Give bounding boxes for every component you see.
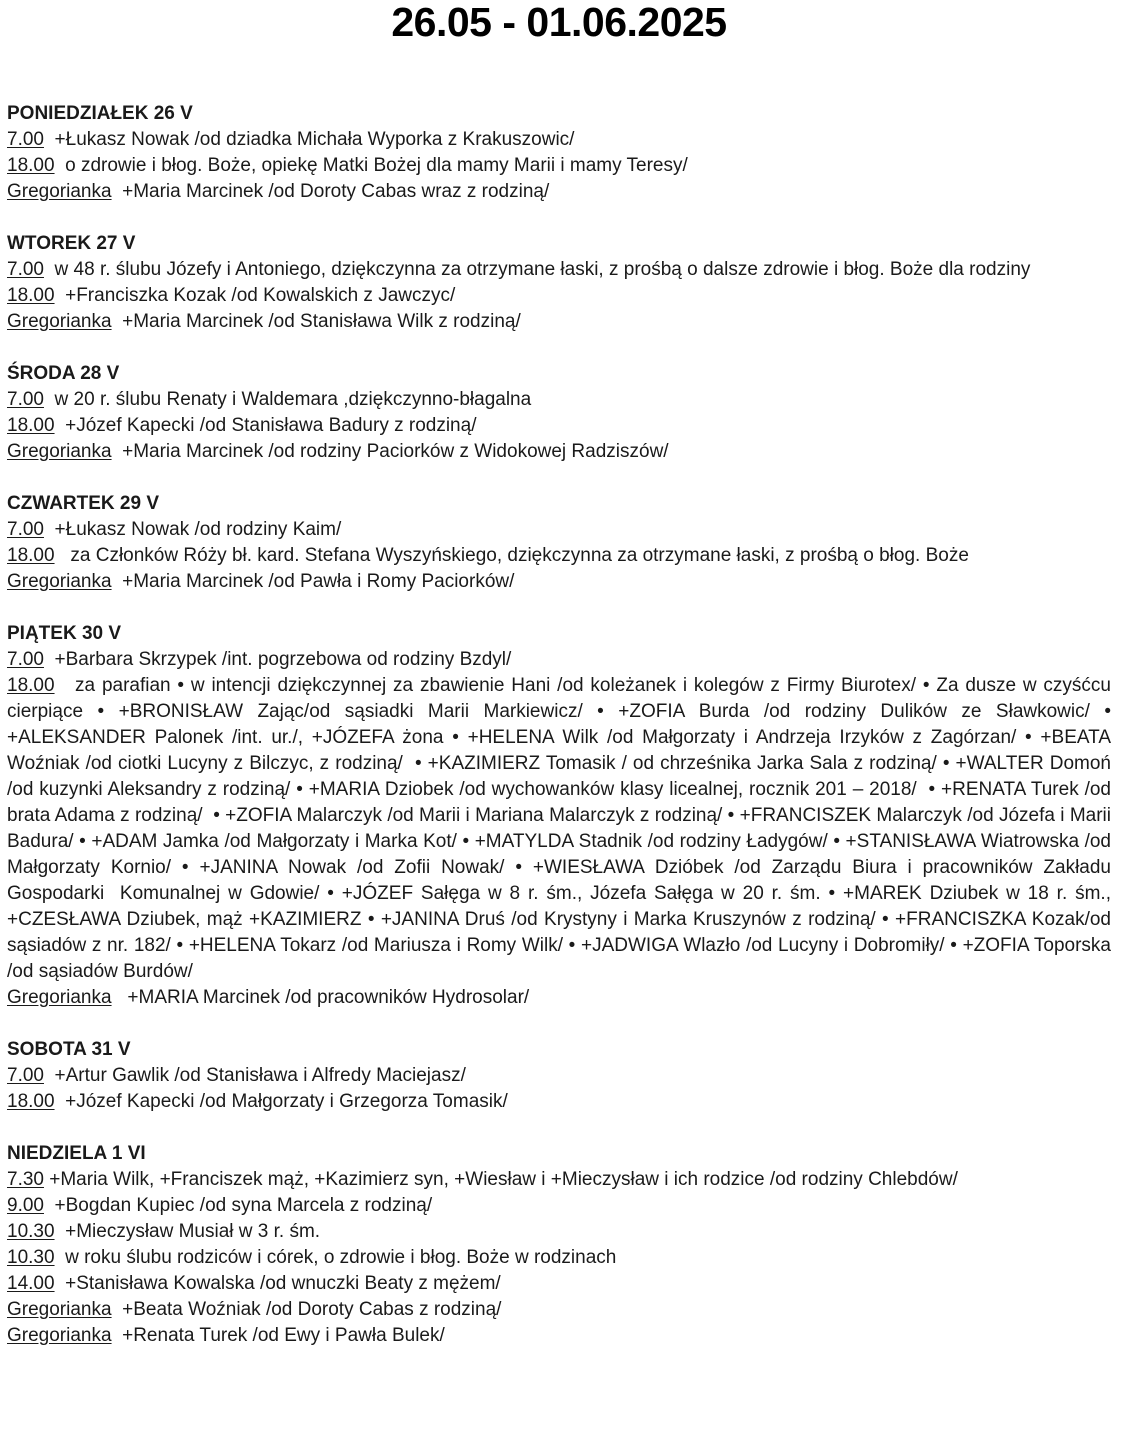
mass-time: 7.00 [7, 129, 44, 150]
intention-text: +Józef Kapecki /od Stanisława Badury z rodziną/ [54, 415, 477, 436]
intention-entry [7, 1167, 1111, 1193]
intention-text: za Członków Róży bł. kard. Stefana Wyszyńskiego, dziękczynna za otrzymane łaski, z prośbą o błog. Boże [54, 545, 969, 566]
days-list [7, 101, 1117, 1349]
intention-text: +Stanisława Kowalska /od wnuczki Beaty z mężem/ [54, 1273, 501, 1294]
mass-time: 18.00 [7, 675, 55, 696]
intention-entry [7, 517, 1111, 543]
intention-entry [7, 647, 1111, 673]
intention-text: +Łukasz Nowak /od dziadka Michała Wyporka z Krakuszowic/ [43, 129, 575, 150]
mass-time: 18.00 [7, 1091, 55, 1112]
day-heading: PONIEDZIAŁEK 26 V [7, 103, 193, 124]
gregorianka-label: Gregorianka [7, 987, 112, 1008]
intention-entry [7, 985, 1111, 1011]
intention-text: +Maria Marcinek /od rodziny Paciorków z Widokowej Radziszów/ [111, 441, 669, 462]
intention-text: +Maria Wilk, +Franciszek mąż, +Kazimierz syn, +Wiesław i +Mieczysław i ich rodzice /od rodziny Chlebdów/ [43, 1169, 958, 1190]
intention-entry [7, 309, 1111, 335]
intention-text: w 20 r. ślubu Renaty i Waldemara ,dziękczynno-błagalna [43, 389, 532, 410]
mass-time: 18.00 [7, 545, 55, 566]
intention-entry [7, 569, 1111, 595]
intention-entry [7, 1297, 1111, 1323]
intention-entry [7, 413, 1111, 439]
intention-text: +Artur Gawlik /od Stanisława i Alfredy Maciejasz/ [43, 1065, 466, 1086]
day-heading: NIEDZIELA 1 VI [7, 1143, 146, 1164]
intention-entry [7, 387, 1111, 413]
intention-entry [7, 543, 1111, 569]
intention-text: +MARIA Marcinek /od pracowników Hydrosolar/ [111, 987, 530, 1008]
mass-time: 10.30 [7, 1247, 55, 1268]
intention-entry [7, 153, 1111, 179]
title-spacer [7, 44, 1111, 101]
day-heading: SOBOTA 31 V [7, 1039, 131, 1060]
mass-time: 7.00 [7, 519, 44, 540]
day-heading: CZWARTEK 29 V [7, 493, 160, 514]
day-heading: PIĄTEK 30 V [7, 623, 122, 644]
day-section [7, 1141, 1111, 1349]
intention-entry [7, 1323, 1111, 1349]
mass-time: 10.30 [7, 1221, 55, 1242]
intention-text: +Mieczysław Musiał w 3 r. śm. [54, 1221, 321, 1242]
intention-text: +Józef Kapecki /od Małgorzaty i Grzegorza Tomasik/ [54, 1091, 508, 1112]
page-title: 26.05 - 01.06.2025 [391, 0, 727, 45]
day-section [7, 491, 1111, 595]
intention-entry [7, 1219, 1111, 1245]
day-section [7, 621, 1117, 1011]
intention-entry [7, 1245, 1111, 1271]
intention-entry [7, 1193, 1111, 1219]
intention-entry [7, 1063, 1111, 1089]
day-heading: WTOREK 27 V [7, 233, 136, 254]
mass-time: 9.00 [7, 1195, 44, 1216]
day-section [7, 1037, 1111, 1115]
intention-text: +Maria Marcinek /od Stanisława Wilk z rodziną/ [111, 311, 521, 332]
day-section [7, 231, 1111, 335]
intention-entry [7, 1089, 1111, 1115]
intention-text: w roku ślubu rodziców i córek, o zdrowie i błog. Boże w rodzinach [54, 1247, 617, 1268]
intention-entry [7, 127, 1111, 153]
intention-entry [7, 439, 1111, 465]
day-heading: ŚRODA 28 V [7, 363, 120, 384]
day-section [7, 361, 1111, 465]
mass-time: 7.30 [7, 1169, 44, 1190]
mass-time: 18.00 [7, 415, 55, 436]
mass-time: 18.00 [7, 285, 55, 306]
intention-text: +Bogdan Kupiec /od syna Marcela z rodziną/ [43, 1195, 433, 1216]
intention-text: +Łukasz Nowak /od rodziny Kaim/ [43, 519, 342, 540]
intention-text: o zdrowie i błog. Boże, opiekę Matki Bożej dla mamy Marii i mamy Teresy/ [54, 155, 688, 176]
mass-time: 18.00 [7, 155, 55, 176]
intention-text: za parafian • w intencji dziękczynnej za zbawienie Hani /od koleżanek i kolegów z Firmy Biurotex/ • Za dusze w czyśćcu cierpiące • +BRONISŁAW Zając/od sąsiadki Marii Markiewicz/ • +ZOFIA Burda /od rodziny Dulików ze Sławkowic/ • +ALEKSANDER Palonek /int. ur./, +JÓZEFA żona • +HELENA Wilk /od Małgorzaty i Andrzeja Irzyków z Zagórzan/ • +BEATA Woźniak /od ciotki Lucyny z Bilczyc, z rodziną/ • +KAZIMIERZ Tomasik / od chrześnika Jarka Sala z rodziną/ • +WALTER Domoń /od kuzynki Aleksandry z rodziną/ • +MARIA Dziobek /od wychowanków klasy licealnej, rocznik 201 – 2018/ • +RENATA Turek /od brata Adama z rodziną/ • +ZOFIA Malarczyk /od Marii i Mariana Malarczyk z rodziną/ • +FRANCISZEK Malarczyk /od Józefa i Marii Badura/ • +ADAM Jamka /od Małgorzaty i Marka Kot/ • +MATYLDA Stadnik /od rodziny Ładygów/ • +STANISŁAWA Wiatrowska /od Małgorzaty Kornio/ • +JANINA Nowak /od Zofii Nowak/ • +WIESŁAWA Dzióbek /od Zarządu Biura i pracowników Zakładu Gospodarki Komunalnej w Gdowie/ • +JÓZEF Sałęga w 8 r. śm., Józefa Sałęga w 20 r. śm. • +MAREK Dziubek w 18 r. śm., +CZESŁAWA Dziubek, mąż +KAZIMIERZ • +JANINA Druś /od Krystyny i Marka Kruszynów z rodziną/ • +FRANCISZKA Kozak/od sąsiadów z nr. 182/ • +HELENA Tokarz /od Mariusza i Romy Wilk/ • +JADWIGA Wlazło /od Lucyny i Dobromiły/ • +ZOFIA Toporska /od sąsiadów Burdów/ [7, 675, 1117, 982]
mass-time: 7.00 [7, 259, 44, 280]
intention-text: +Maria Marcinek /od Pawła i Romy Paciorków/ [111, 571, 515, 592]
intention-entry [7, 673, 1117, 985]
intention-entry [7, 179, 1111, 205]
intention-entry [7, 1271, 1111, 1297]
intention-text: +Beata Woźniak /od Doroty Cabas z rodziną/ [111, 1299, 502, 1320]
intention-text: +Renata Turek /od Ewy i Pawła Bulek/ [111, 1325, 445, 1346]
gregorianka-label: Gregorianka [7, 311, 112, 332]
mass-time: 14.00 [7, 1273, 55, 1294]
intention-text: +Maria Marcinek /od Doroty Cabas wraz z rodziną/ [111, 181, 550, 202]
intention-text: +Franciszka Kozak /od Kowalskich z Jawczyc/ [54, 285, 456, 306]
gregorianka-label: Gregorianka [7, 441, 112, 462]
intention-text: w 48 r. ślubu Józefy i Antoniego, dziękczynna za otrzymane łaski, z prośbą o dalsze zdrowie i błog. Boże dla rodziny [43, 259, 1031, 280]
gregorianka-label: Gregorianka [7, 181, 112, 202]
gregorianka-label: Gregorianka [7, 571, 112, 592]
day-section [7, 101, 1111, 205]
intention-entry [7, 257, 1111, 283]
intention-entry [7, 283, 1111, 309]
intention-text: +Barbara Skrzypek /int. pogrzebowa od rodziny Bzdyl/ [43, 649, 512, 670]
gregorianka-label: Gregorianka [7, 1325, 112, 1346]
mass-time: 7.00 [7, 1065, 44, 1086]
mass-time: 7.00 [7, 389, 44, 410]
gregorianka-label: Gregorianka [7, 1299, 112, 1320]
mass-time: 7.00 [7, 649, 44, 670]
